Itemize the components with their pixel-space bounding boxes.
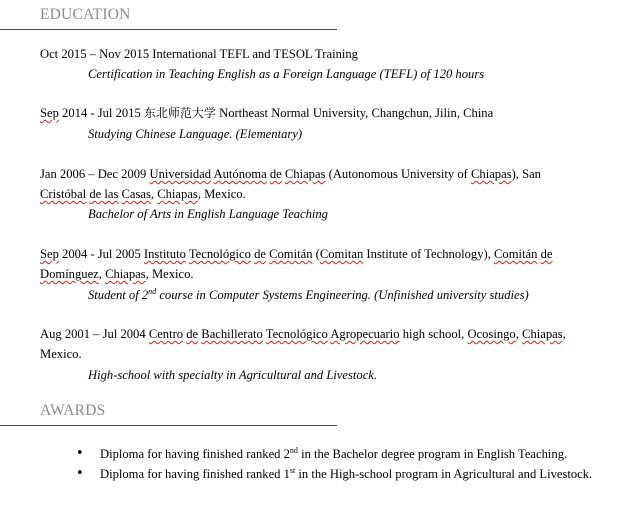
entry-institution-part: Institute of Technology), <box>366 247 491 261</box>
education-entry-tefl <box>40 44 620 64</box>
entry-description: High-school with specialty in Agricultural and Livestock. <box>88 368 378 382</box>
bullet-icon: • <box>76 446 84 461</box>
entry-location-part: Cristóbal <box>40 187 87 201</box>
award-item <box>100 444 620 464</box>
entry-location <box>40 184 620 204</box>
bullet-icon: • <box>76 466 84 481</box>
entry-dates: Oct 2015 – Nov 2015 <box>40 47 150 61</box>
entry-institution-part: (Autonomous University of <box>328 167 468 181</box>
education-heading: EDUCATION <box>40 6 131 23</box>
entry-institution-part: de <box>540 247 553 261</box>
award-text: Diploma for having finished ranked 1 <box>100 467 290 481</box>
entry-dates: 2004 - Jul 2005 <box>62 247 141 261</box>
entry-dates-month: Sep <box>40 106 59 120</box>
entry-location <box>40 264 620 284</box>
entry-location-part: Chiapas <box>105 267 146 281</box>
entry-location-part: , <box>98 267 102 281</box>
entry-dates: 2014 - Jul 2015 <box>62 106 141 120</box>
education-entry-cbta <box>40 324 620 344</box>
entry-location-part: Domínguez <box>40 267 99 281</box>
entry-description-part: course in Computer Systems Engineering. (Unfinished university studies) <box>156 288 529 302</box>
entry-description-sup: nd <box>148 287 157 296</box>
entry-location: Mexico. <box>40 347 82 361</box>
entry-location-part: , Mexico. <box>197 187 246 201</box>
entry-institution-part: Bachillerato <box>201 327 263 341</box>
entry-institution-part: Comitan <box>319 247 364 261</box>
entry-dates: Aug 2001 – Jul 2004 <box>40 327 146 341</box>
entry-institution-part: Tecnológico <box>265 327 328 341</box>
entry-institution-part: Universidad <box>149 167 212 181</box>
entry-institution-part: Instituto <box>143 247 186 261</box>
entry-description: Bachelor of Arts in English Language Teaching <box>88 207 328 221</box>
entry-institution-part: , <box>562 327 566 341</box>
entry-institution-part: Ocosingo <box>467 327 516 341</box>
entry-institution-part: Autónoma <box>213 167 267 181</box>
entry-institution-part: de <box>186 327 199 341</box>
entry-description: Studying Chinese Language. (Elementary) <box>88 127 303 141</box>
entry-institution-part: Comitán <box>269 247 313 261</box>
entry-institution: International TEFL and TESOL Training <box>152 47 358 61</box>
entry-institution-part: ( <box>315 247 320 261</box>
entry-institution-part: Centro <box>148 327 184 341</box>
entry-description-part: Student of 2 <box>88 288 149 302</box>
entry-institution-part: de <box>269 167 282 181</box>
entry-institution-part: Agropecuario <box>330 327 400 341</box>
entry-institution-chinese: 东北师范大学 <box>143 106 216 120</box>
entry-institution-part: Chiapas <box>522 327 563 341</box>
entry-location-part: Casas <box>121 187 151 201</box>
entry-dates: Jan 2006 – Dec 2009 <box>40 167 147 181</box>
award-item <box>100 464 620 484</box>
education-entry-unach <box>40 164 620 184</box>
awards-divider <box>0 425 337 426</box>
entry-institution-part: Chiapas <box>284 167 326 181</box>
entry-institution: Northeast Normal University, Changchun, Jilin, China <box>219 106 494 120</box>
education-divider <box>0 29 337 30</box>
entry-institution-part: high school, <box>402 327 465 341</box>
entry-institution-part: de <box>254 247 266 261</box>
entry-institution-part: Tecnológico <box>188 247 251 261</box>
education-entry-nenu <box>40 103 620 123</box>
award-text: Diploma for having finished ranked 2 <box>100 447 290 461</box>
award-text: in the High-school program in Agricultural and Livestock. <box>295 467 593 481</box>
award-sup: st <box>289 466 296 475</box>
entry-location-part: , Mexico. <box>145 267 194 281</box>
entry-location-part: Chiapas <box>157 187 198 201</box>
entry-institution-part: Chiapas <box>471 167 512 181</box>
entry-institution-part: , <box>515 327 519 341</box>
education-entry-itc <box>40 244 620 264</box>
award-text: in the Bachelor degree program in English Teaching. <box>297 447 568 461</box>
entry-institution-part: ), San <box>511 167 541 181</box>
entry-dates-month: Sep <box>40 247 59 261</box>
award-sup: nd <box>289 446 298 455</box>
entry-description <box>88 285 529 305</box>
entry-institution-part: Comitán <box>494 247 538 261</box>
entry-location-part: de las <box>89 187 119 201</box>
entry-location-part: , <box>150 187 155 201</box>
entry-description: Certification in Teaching English as a Foreign Language (TEFL) of 120 hours <box>88 67 485 81</box>
awards-heading: AWARDS <box>40 402 106 419</box>
